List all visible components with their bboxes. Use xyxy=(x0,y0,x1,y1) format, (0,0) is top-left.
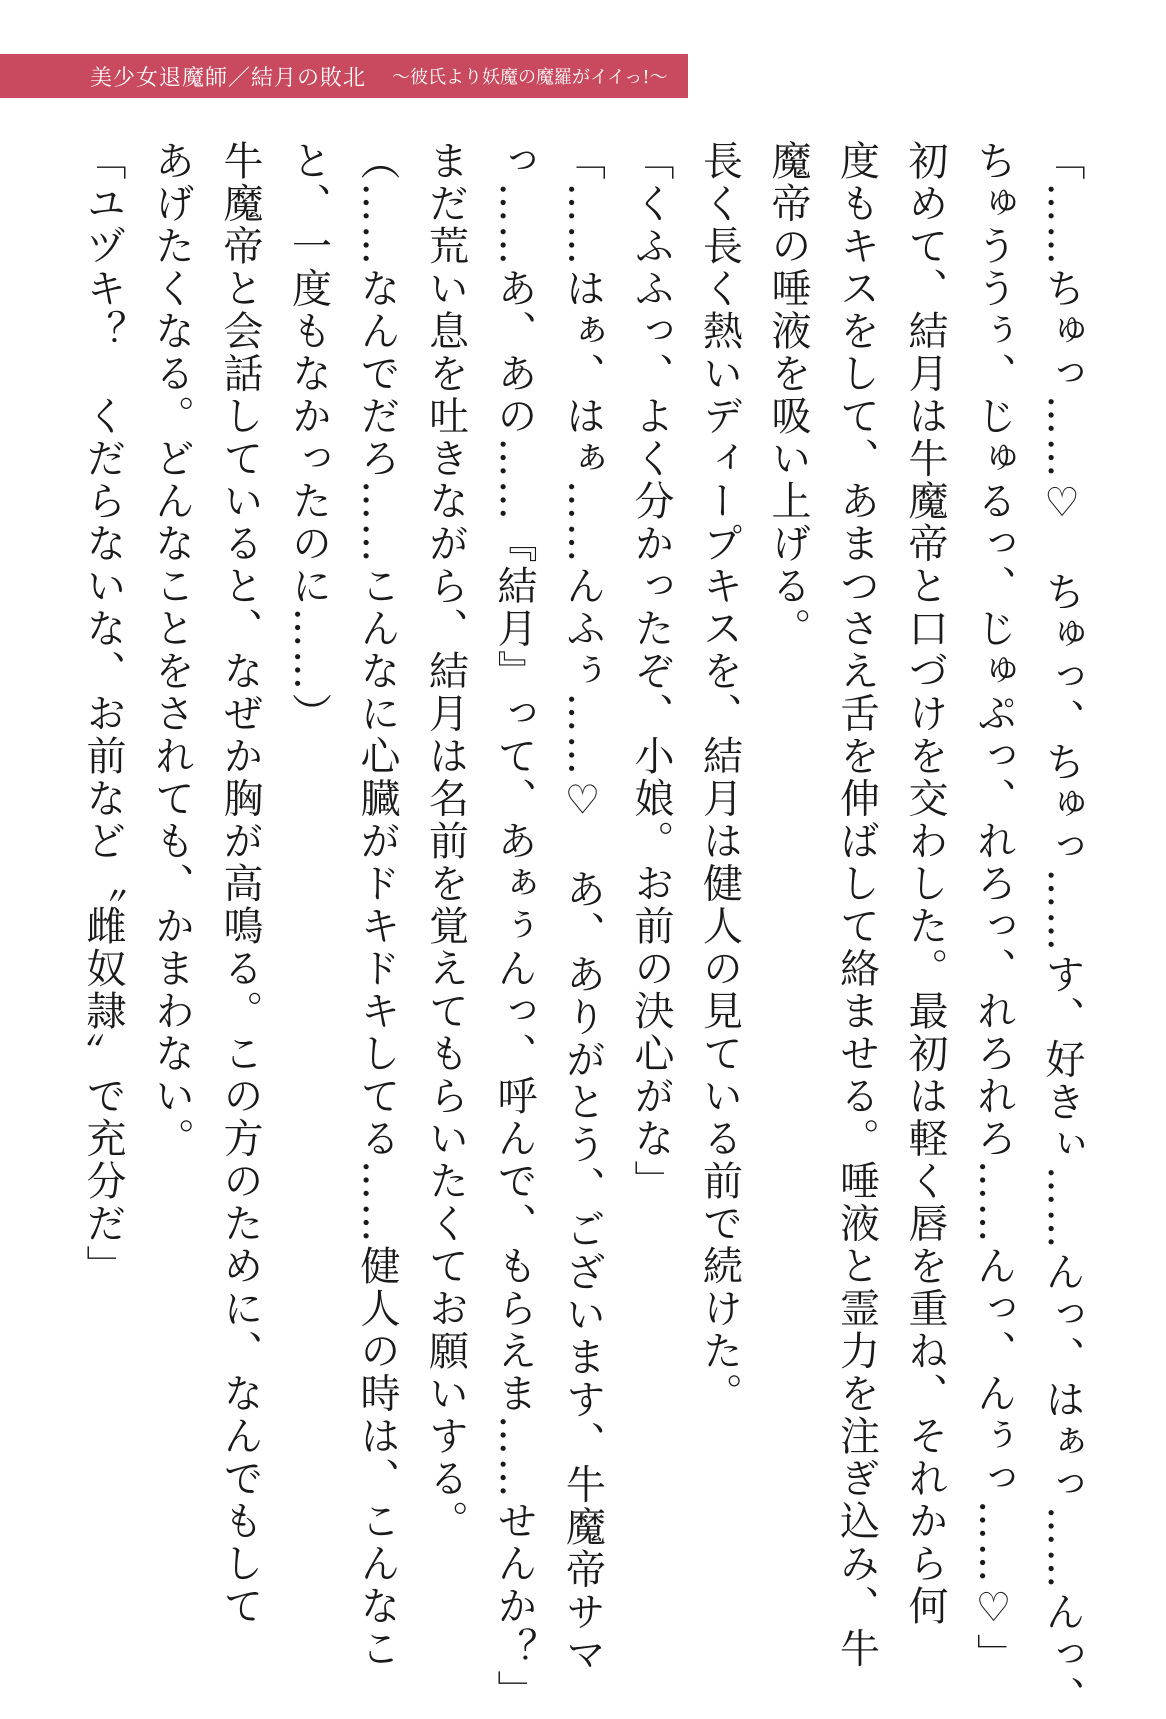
text-line: ちゅううぅ、じゅるっ、じゅぷっ、れろっ、れろれろ……んっ、んぅっ……♡」 xyxy=(970,140,1017,1676)
book-title: 美少女退魔師／結月の敗北 xyxy=(90,65,367,91)
header-bar xyxy=(0,54,688,98)
book-subtitle: ～彼氏より妖魔の魔羅がイイっ!～ xyxy=(392,67,668,88)
text-line: 長く長く熱いディープキスを、結月は健人の見ている前で続けた。 xyxy=(696,140,743,1415)
text-line: と、一度もなかったのに……） xyxy=(285,140,332,735)
text-line: 初めて、結月は牛魔帝と口づけを交わした。最初は軽く唇を重ね、それから何 xyxy=(902,140,948,1628)
body-text xyxy=(69,140,1097,1719)
text-line: まだ荒い息を吐きながら、結月は名前を覚えてもらいたくてお願いする。 xyxy=(422,140,469,1543)
text-line: 「ユヅキ？ くだらないな、お前など〝雌奴隷〟で充分だ」 xyxy=(80,140,126,1288)
text-line: 魔帝の唾液を吸い上げる。 xyxy=(765,140,811,650)
text-line: 度もキスをして、あまつさえ舌を伸ばして絡ませる。唾液と霊力を注ぎ込み、牛 xyxy=(833,140,880,1670)
text-line: 「……ちゅっ……♡ ちゅっ、ちゅっ……す、好きぃ……んっ、はぁっ……んっ、 xyxy=(1039,140,1085,1719)
text-line: 牛魔帝と会話していると、なぜか胸が高鳴る。この方のために、なんでもして xyxy=(217,140,263,1628)
text-line: 「……はぁ、はぁ……んふぅ……♡ あ、ありがとう、ございます、牛魔帝サマ xyxy=(559,140,606,1676)
text-line: っ……あ、あの……『結月』って、あぁぅんっ、呼んで、もらえま……せんか？」 xyxy=(491,140,537,1713)
text-line: （……なんでだろ……こんなに心臓がドキドキしてる……健人の時は、こんなこ xyxy=(354,140,400,1670)
text-line: あげたくなる。どんなことをされても、かまわない。 xyxy=(148,140,195,1160)
text-line: 「くふふっ、よく分かったぞ、小娘。お前の決心がな」 xyxy=(628,140,674,1203)
